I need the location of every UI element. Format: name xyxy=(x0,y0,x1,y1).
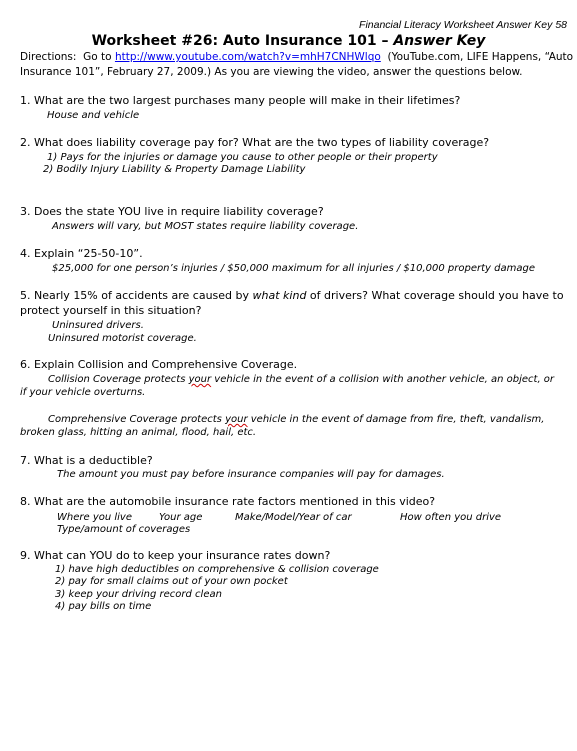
answer-1: House and vehicle xyxy=(47,110,140,121)
comprehensive-answer-line2: broken glass, hitting an animal, flood, hail, etc. xyxy=(20,427,257,438)
comprehensive-pre: Comprehensive Coverage protects xyxy=(48,414,226,425)
question-4: 4. Explain “25-50-10”. xyxy=(20,247,143,260)
comprehensive-answer xyxy=(48,414,544,425)
collision-answer-line2: if your vehicle overturns. xyxy=(20,387,146,398)
answer-5-2: Uninsured motorist coverage. xyxy=(48,333,197,344)
question-1: 1. What are the two largest purchases many people will make in their lifetimes? xyxy=(20,94,461,107)
question-8: 8. What are the automobile insurance rate factors mentioned in this video? xyxy=(20,495,436,508)
comprehensive-your: your xyxy=(225,414,248,425)
title-main: Worksheet #26: Auto Insurance 101 – xyxy=(91,33,394,49)
question-5 xyxy=(20,289,564,302)
comprehensive-post: vehicle in the event of damage from fire, theft, vandalism, xyxy=(247,414,545,425)
directions-label: Directions: xyxy=(20,51,77,63)
collision-answer xyxy=(48,374,554,385)
factor-item: Where you live xyxy=(57,512,132,523)
page-header: Financial Literacy Worksheet Answer Key 58 xyxy=(359,19,567,31)
title-answer-key: Answer Key xyxy=(393,33,486,49)
directions xyxy=(20,50,573,80)
question-5-emphasis: what kind xyxy=(252,289,307,302)
factor-item: Make/Model/Year of car xyxy=(235,512,352,523)
factor-item: How often you drive xyxy=(400,512,502,523)
question-5-post: of drivers? What coverage should you have to xyxy=(306,289,564,302)
answer-3: Answers will vary, but MOST states require liability coverage. xyxy=(52,221,359,232)
collision-post: vehicle in the event of a collision with another vehicle, an object, or xyxy=(211,374,555,385)
answer-2-1: 1) Pays for the injuries or damage you cause to other people or their property xyxy=(47,152,438,163)
factor-item-line2: Type/amount of coverages xyxy=(57,524,191,535)
question-2: 2. What does liability coverage pay for? What are the two types of liability coverage? xyxy=(20,136,490,149)
directions-go-to: Go to xyxy=(83,51,112,63)
answer-9-2: 2) pay for small claims out of your own pocket xyxy=(55,576,288,587)
directions-rest: (YouTube.com, LIFE Happens, “Auto xyxy=(387,51,574,63)
question-5-line2: protect yourself in this situation? xyxy=(20,304,202,317)
question-7: 7. What is a deductible? xyxy=(20,454,153,467)
page-title xyxy=(0,33,577,49)
answer-4: $25,000 for one person’s injuries / $50,000 maximum for all injuries / $10,000 property damage xyxy=(52,263,535,274)
answer-9-3: 3) keep your driving record clean xyxy=(55,589,222,600)
collision-pre: Collision Coverage protects xyxy=(48,374,189,385)
question-5-pre: 5. Nearly 15% of accidents are caused by xyxy=(20,289,253,302)
answer-2-2: 2) Bodily Injury Liability & Property Damage Liability xyxy=(43,164,306,175)
directions-line2: Insurance 101”, February 27, 2009.) As you are viewing the video, answer the questions below. xyxy=(20,66,523,78)
question-6: 6. Explain Collision and Comprehensive Coverage. xyxy=(20,358,298,371)
collision-your: your xyxy=(188,374,212,385)
question-9: 9. What can YOU do to keep your insurance rates down? xyxy=(20,549,331,562)
factor-item: Your age xyxy=(159,512,203,523)
answer-9-1: 1) have high deductibles on comprehensive & collision coverage xyxy=(55,564,379,575)
video-link[interactable]: http://www.youtube.com/watch?v=mhH7CNHWlqo xyxy=(114,51,381,63)
answer-9-4: 4) pay bills on time xyxy=(55,601,152,612)
answer-7: The amount you must pay before insurance companies will pay for damages. xyxy=(57,469,445,480)
question-3: 3. Does the state YOU live in require liability coverage? xyxy=(20,205,324,218)
answer-5-1: Uninsured drivers. xyxy=(52,320,144,331)
